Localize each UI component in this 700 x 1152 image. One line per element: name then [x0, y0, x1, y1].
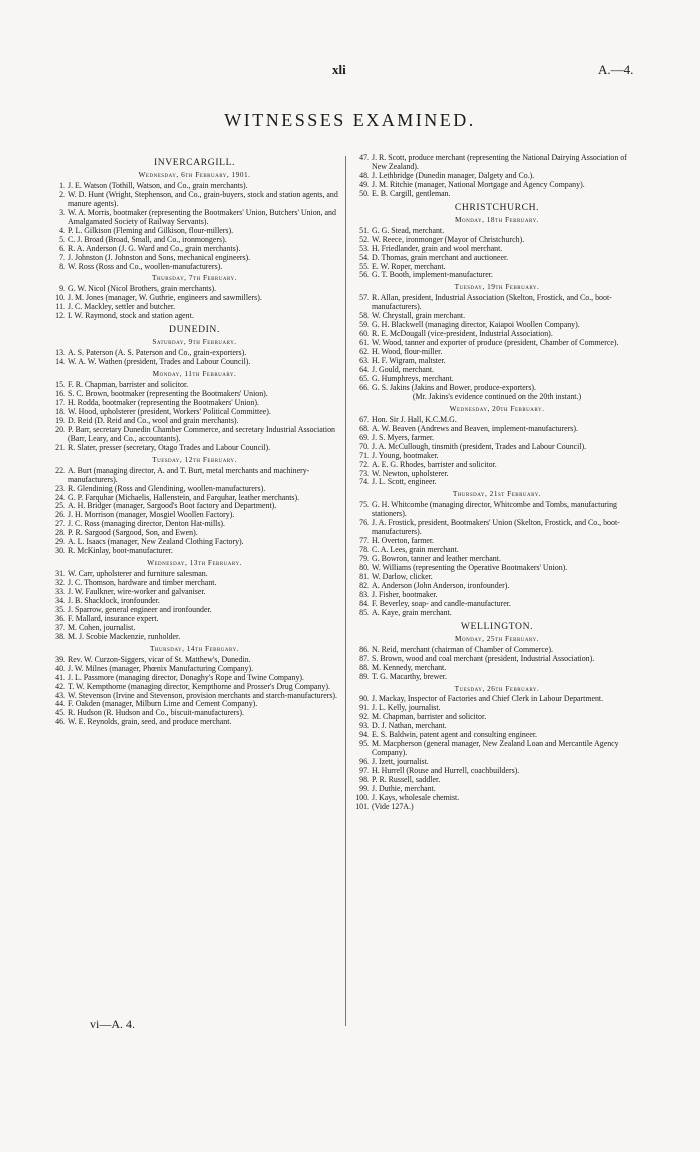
- witness-description: J. W. Milnes (manager, Phœnix Manufacturing Company).: [68, 663, 254, 673]
- witness-number: 48.: [359, 170, 369, 180]
- witness-description: (Vide 127A.): [372, 801, 414, 811]
- witness-number: 65.: [359, 373, 369, 383]
- witness-number: 71.: [359, 450, 369, 460]
- session-date: Wednesday, 20th February.: [449, 403, 545, 413]
- witness-number: 12.: [55, 311, 65, 321]
- witness-description: W. Newton, upholsterer.: [372, 468, 449, 478]
- witness-number: 45.: [55, 708, 65, 718]
- witness-number: 64.: [359, 365, 369, 375]
- witness-description: A. H. Bridger (manager, Sargood's Boot factory and Department).: [68, 501, 277, 511]
- witness-number: 54.: [359, 252, 369, 262]
- session-date: Tuesday, 19th February.: [454, 282, 540, 292]
- witness-description: W. D. Hunt (Wright, Stephenson, and Co., grain-buyers, stock and station agents, and manure agents).: [68, 189, 338, 208]
- witness-number: 80.: [359, 563, 369, 573]
- witness-number: 56.: [359, 270, 369, 280]
- witness-description: J. C. Ross (managing director, Denton Hat-mills).: [68, 519, 226, 529]
- witness-description: A. S. Paterson (A. S. Paterson and Co., grain-exporters).: [68, 348, 247, 358]
- witness-entry: [352, 271, 642, 280]
- witness-description: P. R. Sargood (Sargood, Son, and Ewen).: [68, 528, 198, 538]
- witness-description: J. M. Jones (manager, W. Guthrie, engineers and sawmillers).: [68, 293, 262, 303]
- witness-description: J. A. Frostick, president, Bootmakers' Union (Skelton, Frostick, and Co., boot-manufacturers).: [372, 518, 620, 537]
- witness-description: F. Oakden (manager, Milburn Lime and Cement Company).: [68, 699, 258, 709]
- witness-number: 93.: [359, 721, 369, 731]
- witness-number: 15.: [55, 380, 65, 390]
- witness-description: W. Reece, ironmonger (Mayor of Christchurch).: [372, 234, 525, 244]
- witness-number: 58.: [359, 311, 369, 321]
- witness-number: 83.: [359, 589, 369, 599]
- witness-number: 53.: [359, 243, 369, 253]
- witness-number: 25.: [55, 501, 65, 511]
- witness-description: J. Young, bootmaker.: [372, 450, 439, 460]
- city-heading: DUNEDIN.: [169, 324, 220, 336]
- witness-description: J. Kays, wholesale chemist.: [372, 792, 460, 802]
- witness-number: 13.: [55, 348, 65, 358]
- witness-number: 90.: [359, 694, 369, 704]
- witness-number: 91.: [359, 703, 369, 713]
- witness-number: 22.: [55, 465, 65, 475]
- witness-description: W. Stevenson (Irvine and Stevenson, provision merchants and starch-manufacturers).: [68, 690, 338, 700]
- witness-description: M. Chapman, barrister and solicitor.: [372, 712, 487, 722]
- witness-number: 44.: [55, 699, 65, 709]
- witness-entry: [48, 718, 341, 727]
- witness-number: 2.: [59, 189, 65, 199]
- witness-entry: [352, 609, 642, 618]
- witness-number: 67.: [359, 414, 369, 424]
- session-date: Tuesday, 12th February.: [152, 454, 237, 464]
- witness-description: T. W. Kempthorne (managing director, Kempthorne and Prosser's Drug Company).: [68, 681, 330, 691]
- witness-number: 20.: [55, 424, 65, 434]
- witness-number: 3.: [59, 207, 65, 217]
- witness-description: W. Chrystall, grain merchant.: [372, 311, 466, 321]
- witness-description: H. Overton, farmer.: [372, 536, 435, 546]
- session-date: Saturday, 9th February.: [152, 337, 237, 347]
- page-number: xli: [332, 62, 346, 77]
- witness-entry: [48, 191, 341, 209]
- witness-number: 37.: [55, 622, 65, 632]
- witness-number: 18.: [55, 406, 65, 416]
- witness-description: D. Thomas, grain merchant and auctioneer.: [372, 252, 509, 262]
- session-date: Tuesday, 26th February.: [454, 683, 540, 693]
- witness-description: J. C. Thomson, hardware and timber merchant.: [68, 578, 217, 588]
- page-footer: vi—A. 4.: [90, 1017, 135, 1031]
- witness-description: G. W. Nicol (Nicol Brothers, grain merchants).: [68, 284, 217, 294]
- witness-description: M. Kennedy, merchant.: [372, 662, 447, 672]
- witness-number: 30.: [55, 546, 65, 556]
- witness-entry: [48, 358, 341, 367]
- witness-number: 63.: [359, 356, 369, 366]
- witness-entry: [48, 633, 341, 642]
- witness-entry: [48, 444, 341, 453]
- witness-number: 27.: [55, 519, 65, 529]
- witness-number: 96.: [359, 757, 369, 767]
- witness-description: W. A. Morris, bootmaker (representing the Bootmakers' Union, Butchers' Union, and Amalgamated Society of Railway Servants).: [68, 207, 336, 226]
- witness-number: 81.: [359, 571, 369, 581]
- witness-number: 21.: [55, 442, 65, 452]
- witness-number: 17.: [55, 397, 65, 407]
- witness-entry: [352, 294, 642, 312]
- witness-number: 23.: [55, 483, 65, 493]
- witness-description: G. P. Farquhar (Michaelis, Hallenstein, and Farquhar, leather merchants).: [68, 492, 300, 502]
- witness-number: 34.: [55, 595, 65, 605]
- witness-description: J. L. Passmore (managing director, Donaghy's Rope and Twine Company).: [68, 672, 304, 682]
- session-date: Monday, 11th February.: [152, 369, 237, 379]
- witness-description: A. L. Isaacs (manager, New Zealand Clothing Factory).: [68, 537, 244, 547]
- witness-number: 87.: [359, 653, 369, 663]
- witness-number: 61.: [359, 338, 369, 348]
- witness-number: 36.: [55, 613, 65, 623]
- witness-entry: [48, 209, 341, 227]
- witness-description: H. F. Wigram, maltster.: [372, 356, 446, 366]
- witness-description: N. Reid, merchant (chairman of Chamber of Commerce).: [372, 644, 553, 654]
- witness-number: 74.: [359, 477, 369, 487]
- witness-number: 19.: [55, 415, 65, 425]
- witness-description: J. L. Scott, engineer.: [372, 477, 437, 487]
- witness-number: 101.: [355, 801, 369, 811]
- witness-number: 32.: [55, 578, 65, 588]
- witness-description: W. E. Reynolds, grain, seed, and produce merchant.: [68, 717, 232, 727]
- witness-description: T. G. Macarthy, brewer.: [372, 671, 447, 681]
- witness-description: G. T. Booth, implement-manufacturer.: [372, 270, 493, 280]
- evidence-note: (Mr. Jakins's evidence continued on the 20th instant.): [412, 391, 582, 401]
- witness-number: 50.: [359, 188, 369, 198]
- witness-number: 69.: [359, 432, 369, 442]
- witness-description: J. Mackay, Inspector of Factories and Chief Clerk in Labour Department.: [372, 694, 604, 704]
- witness-description: J. Lethbridge (Dunedin manager, Dalgety and Co.).: [372, 170, 535, 180]
- witness-description: W. Williams (representing the Operative Bootmakers' Union).: [372, 563, 568, 573]
- witness-description: J. C. Mackley, settler and butcher.: [68, 302, 176, 312]
- city-heading: CHRISTCHURCH.: [454, 201, 540, 213]
- witness-description: J. L. Kelly, journalist.: [372, 703, 441, 713]
- witness-entry: [48, 467, 341, 485]
- witness-number: 100.: [355, 792, 369, 802]
- witness-description: J. R. Scott, produce merchant (representing the National Dairying Association of New Zealand).: [372, 153, 627, 171]
- witness-description: J. M. Ritchie (manager, National Mortgage and Agency Company).: [372, 179, 585, 189]
- witness-description: Rev. W. Curzon-Siggers, vicar of St. Matthew's, Dunedin.: [68, 654, 251, 664]
- right-column: [352, 154, 642, 812]
- witness-description: Hon. Sir J. Hall, K.C.M.G.: [372, 414, 457, 424]
- session-date: Thursday, 7th February.: [152, 273, 237, 283]
- witness-number: 39.: [55, 654, 65, 664]
- witness-description: E. S. Baldwin, patent agent and consulting engineer.: [372, 730, 538, 740]
- witness-description: P. Barr, secretary Dunedin Chamber Commerce, and secretary Industrial Association (Barr, Leary, and Co., accountants).: [68, 424, 336, 443]
- witness-description: J. W. Faulkner, wire-worker and galvaniser.: [68, 587, 206, 597]
- page-reference: A.—4.: [598, 62, 634, 77]
- witness-description: W. A. W. Wathen (president, Trades and Labour Council).: [68, 357, 251, 367]
- witness-number: 24.: [55, 492, 65, 502]
- witness-number: 26.: [55, 510, 65, 520]
- witness-description: W. Darlow, clicker.: [372, 571, 433, 581]
- witness-description: G. H. Whitcombe (managing director, Whitcombe and Tombs, manufacturing stationers).: [372, 500, 617, 519]
- witness-description: S. C. Brown, bootmaker (representing the Bootmakers' Union).: [68, 389, 268, 399]
- witness-entry: [48, 263, 341, 272]
- witness-number: 16.: [55, 389, 65, 399]
- witness-description: J. Johnston (J. Johnston and Sons, mechanical engineers).: [68, 252, 251, 262]
- witness-number: 86.: [359, 644, 369, 654]
- witness-description: J. S. Myers, farmer.: [372, 432, 435, 442]
- witness-number: 14.: [55, 357, 65, 367]
- witness-description: J. Duthie, merchant.: [372, 784, 436, 793]
- witness-description: G. Humphreys, merchant.: [372, 373, 454, 383]
- witness-number: 9.: [59, 284, 65, 294]
- witness-description: A. Burt (managing director, A. and T. Burt, metal merchants and machinery-manufacturers).: [68, 465, 310, 484]
- witness-number: 62.: [359, 347, 369, 357]
- witness-number: 76.: [359, 518, 369, 528]
- witness-number: 5.: [59, 234, 65, 244]
- witness-number: 31.: [55, 569, 65, 579]
- witness-description: F. Beverley, soap- and candle-manufacturer.: [372, 598, 511, 608]
- witness-description: C. A. Lees, grain merchant.: [372, 545, 459, 555]
- witness-description: G. G. Stead, merchant.: [372, 225, 445, 235]
- witness-description: G. S. Jakins (Jakins and Bower, produce-exporters).: [372, 382, 537, 392]
- witness-number: 40.: [55, 663, 65, 673]
- witness-number: 77.: [359, 536, 369, 546]
- witness-number: 55.: [359, 261, 369, 271]
- witness-number: 47.: [359, 153, 369, 162]
- witness-number: 66.: [359, 382, 369, 392]
- witness-description: F. Mallard, insurance expert.: [68, 613, 159, 623]
- witness-description: J. E. Watson (Tothill, Watson, and Co., grain merchants).: [68, 180, 248, 190]
- witness-description: C. J. Broad (Broad, Small, and Co., ironmongers).: [68, 234, 227, 244]
- witness-entry: [48, 547, 341, 556]
- witness-number: 46.: [55, 717, 65, 727]
- session-date: Wednesday, 6th February, 1901.: [138, 170, 251, 179]
- witness-entry: [48, 312, 341, 321]
- witness-number: 6.: [59, 243, 65, 253]
- witness-description: R. A. Anderson (J. G. Ward and Co., grain merchants).: [68, 243, 241, 253]
- witness-description: R. McKinlay, boot-manufacturer.: [68, 546, 173, 556]
- witness-number: 88.: [359, 662, 369, 672]
- witness-number: 85.: [359, 607, 369, 617]
- city-heading: WELLINGTON.: [460, 620, 534, 632]
- witness-entry: [352, 501, 642, 519]
- witness-entry: [352, 154, 642, 172]
- witness-number: 72.: [359, 459, 369, 469]
- column-divider: [345, 156, 346, 1026]
- witness-number: 57.: [359, 293, 369, 303]
- witness-description: R. Glendining (Ross and Glendining, woollen-manufacturers).: [68, 483, 266, 493]
- witness-description: R. Hudson (R. Hudson and Co., biscuit-manufacturers).: [68, 708, 244, 718]
- witness-description: J. Izett, journalist.: [372, 757, 429, 767]
- witness-number: 78.: [359, 545, 369, 555]
- witness-description: D. J. Nathan, merchant.: [372, 721, 447, 731]
- witness-description: H. Wood, flour-miller.: [372, 347, 443, 357]
- witness-description: J. H. Morrison (manager, Mosgiel Woollen Factory).: [68, 510, 235, 520]
- witness-number: 10.: [55, 293, 65, 303]
- witness-number: 8.: [59, 261, 65, 271]
- witness-description: A. W. Beaven (Andrews and Beaven, implement-manufacturers).: [372, 423, 578, 433]
- witness-entry: [48, 426, 341, 444]
- witness-description: H. Friedlander, grain and wool merchant.: [372, 243, 503, 253]
- witness-number: 28.: [55, 528, 65, 538]
- witness-number: 1.: [59, 180, 65, 190]
- witness-description: A. Kaye, grain merchant.: [372, 607, 452, 617]
- witness-number: 49.: [359, 179, 369, 189]
- witness-description: G. H. Blackwell (managing director, Kaiapoi Woollen Company).: [372, 320, 580, 330]
- witness-description: J. Gould, merchant.: [372, 365, 435, 375]
- witness-number: 33.: [55, 587, 65, 597]
- witness-number: 38.: [55, 631, 65, 641]
- witness-number: 70.: [359, 441, 369, 451]
- witness-description: J. Fisher, bootmaker.: [372, 589, 438, 599]
- witness-entry: [352, 803, 642, 812]
- witness-description: J. B. Shacklock, ironfounder.: [68, 595, 160, 605]
- session-date: Monday, 18th February.: [454, 214, 540, 224]
- witness-number: 98.: [359, 775, 369, 785]
- witness-number: 95.: [359, 739, 369, 749]
- witness-description: D. Reid (D. Reid and Co., wool and grain merchants).: [68, 415, 239, 425]
- witness-description: S. Brown, wood and coal merchant (president, Industrial Association).: [372, 653, 595, 663]
- witness-description: M. Cohen, journalist.: [68, 622, 136, 632]
- witness-description: R. Allan, president, Industrial Association (Skelton, Frostick, and Co., boot-manufacturers).: [372, 293, 612, 312]
- witness-description: M. J. Scobie Mackenzie, runholder.: [68, 631, 181, 641]
- witness-number: 84.: [359, 598, 369, 608]
- witness-description: W. Wood, tanner and exporter of produce (president, Chamber of Commerce).: [372, 338, 619, 348]
- witness-description: H. Hurrell (Rouse and Hurrell, coachbuilders).: [372, 766, 520, 776]
- witness-number: 51.: [359, 225, 369, 235]
- witness-number: 89.: [359, 671, 369, 681]
- witness-description: F. R. Chapman, barrister and solicitor.: [68, 380, 189, 390]
- witness-number: 11.: [55, 302, 65, 312]
- witness-description: J. Sparrow, general engineer and ironfounder.: [68, 604, 212, 614]
- witness-description: R. Slater, presser (secretary, Otago Trades and Labour Council).: [68, 442, 271, 452]
- witness-description: J. A. McCullough, tinsmith (president, Trades and Labour Council).: [372, 441, 587, 451]
- witness-number: 35.: [55, 604, 65, 614]
- witness-description: R. E. McDougall (vice-president, Industrial Association).: [372, 329, 553, 339]
- witness-description: P. R. Russell, saddler.: [372, 775, 441, 785]
- witness-number: 29.: [55, 537, 65, 547]
- witness-description: E. B. Cargill, gentleman.: [372, 188, 451, 198]
- city-heading: INVERCARGILL.: [153, 157, 236, 168]
- witness-number: 42.: [55, 681, 65, 691]
- witness-number: 68.: [359, 423, 369, 433]
- witness-description: A. Anderson (John Anderson, ironfounder).: [372, 580, 510, 590]
- session-date: Wednesday, 13th February.: [147, 558, 242, 568]
- session-date: Thursday, 14th February.: [149, 643, 240, 653]
- witness-description: A. E. G. Rhodes, barrister and solicitor.: [372, 459, 497, 469]
- witness-entry: [352, 190, 642, 199]
- witness-number: 43.: [55, 690, 65, 700]
- witness-description: I. W. Raymond, stock and station agent.: [68, 311, 194, 321]
- page-title: WITNESSES EXAMINED.: [224, 110, 476, 130]
- witness-number: 82.: [359, 580, 369, 590]
- witness-number: 94.: [359, 730, 369, 740]
- witness-entry: [352, 740, 642, 758]
- witness-entry: [352, 673, 642, 682]
- witness-description: M. Macpherson (general manager, New Zealand Loan and Mercantile Agency Company).: [372, 739, 619, 758]
- witness-number: 92.: [359, 712, 369, 722]
- witness-number: 4.: [59, 225, 65, 235]
- witness-number: 60.: [359, 329, 369, 339]
- witness-entry: [352, 478, 642, 487]
- witness-number: 59.: [359, 320, 369, 330]
- left-column: [48, 154, 341, 727]
- session-date: Monday, 25th February.: [454, 633, 540, 643]
- witness-number: 52.: [359, 234, 369, 244]
- session-date: Thursday, 21st February.: [452, 489, 542, 499]
- witness-description: H. Rodda, bootmaker (representing the Bootmakers' Union).: [68, 397, 259, 407]
- witness-number: 79.: [359, 554, 369, 564]
- witness-description: G. Bowron, tanner and leather merchant.: [372, 554, 501, 564]
- witness-description: W. Ross (Ross and Co., woollen-manufacturers).: [68, 261, 223, 271]
- witness-description: E. W. Roper, merchant.: [372, 261, 446, 271]
- witness-entry: [352, 519, 642, 537]
- witness-number: 75.: [359, 500, 369, 510]
- witness-number: 73.: [359, 468, 369, 478]
- witness-number: 41.: [55, 672, 65, 682]
- witness-description: P. L. Gilkison (Fleming and Gilkison, flour-millers).: [68, 225, 234, 235]
- witness-number: 99.: [359, 784, 369, 793]
- witness-number: 97.: [359, 766, 369, 776]
- witness-description: W. Hood, upholsterer (president, Workers' Political Committee).: [68, 406, 271, 416]
- witness-number: 7.: [59, 252, 65, 262]
- witness-description: W. Carr, upholsterer and furniture salesman.: [68, 569, 208, 579]
